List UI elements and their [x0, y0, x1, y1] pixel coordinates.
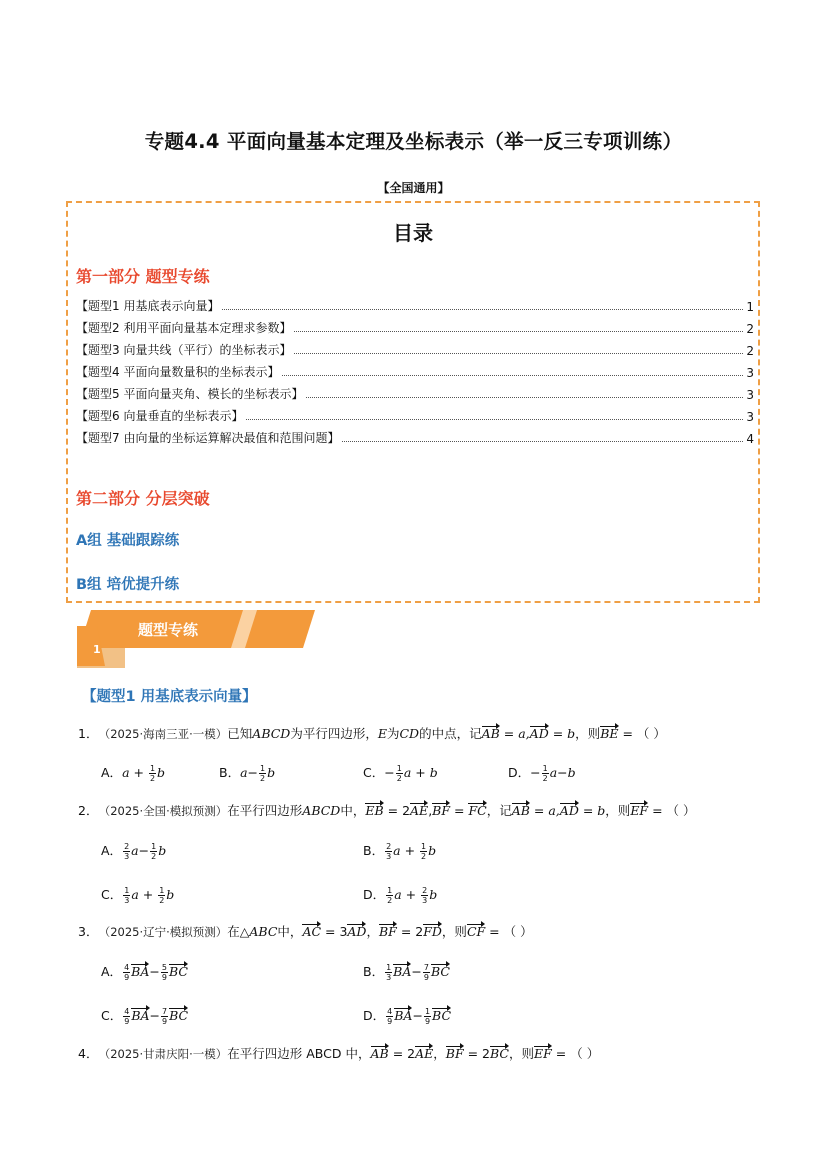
question-source: （2025·全国·模拟预测） [104, 804, 228, 818]
question-number: 3． [78, 924, 99, 939]
option-label: A． [101, 964, 123, 979]
scope-label: 【全国通用】 [377, 181, 450, 195]
option-a[interactable]: A． $\frac{2}{3}$ a− $\frac{1}{2}$ b [101, 842, 167, 861]
math-term: = 2 [388, 1046, 416, 1061]
question-text: = （ ） [551, 1046, 600, 1061]
toc-leader [222, 308, 743, 310]
question-text: 中， [340, 803, 366, 818]
option-c[interactable]: C． $\frac{1}{3}$ a + $\frac{1}{2}$ b [101, 886, 175, 905]
vector-term: AD [559, 803, 579, 818]
vector-term: BF [445, 1046, 464, 1061]
math-term: = 2 [396, 924, 424, 939]
vector-term: BC [432, 1008, 452, 1023]
option-d[interactable]: D． $\frac{4}{9}$ BA− $\frac{1}{9}$ BC [363, 1007, 452, 1026]
toc-leader [282, 374, 743, 376]
option-c[interactable]: C．− $\frac{1}{2}$ a + b [363, 764, 438, 783]
option-label: C． [101, 887, 123, 902]
option-label: B． [363, 964, 385, 979]
math-term: ABC [249, 924, 278, 939]
toc-entry[interactable] [76, 318, 754, 336]
vector-term: BF [378, 924, 397, 939]
option-b[interactable]: B． $\frac{2}{3}$ a + $\frac{1}{2}$ b [363, 842, 437, 861]
vector-term: EB [365, 803, 384, 818]
table-of-contents [66, 201, 760, 603]
option-label: C． [363, 765, 385, 780]
vector-term: AE [410, 803, 429, 818]
vector-term: AB [511, 803, 530, 818]
vector-term: BF [432, 803, 451, 818]
math-term: = a, [499, 726, 530, 741]
math-term: CD [399, 726, 420, 741]
document-title: 专题4.4 平面向量基本定理及坐标表示（举一反三专项训练） [144, 130, 683, 153]
vector-term: CF [466, 924, 486, 939]
toc-entry-label: 【题型6 向量垂直的坐标表示】 [76, 409, 244, 423]
vector-term: AC [302, 924, 322, 939]
vector-term: BA [131, 964, 150, 979]
vector-term: BC [430, 964, 450, 979]
vector-term: AB [370, 1046, 389, 1061]
toc-entry-page: 4 [746, 432, 754, 446]
option-label: D． [363, 1008, 386, 1023]
vector-term: BC [169, 1008, 189, 1023]
question-3 [78, 922, 533, 940]
vector-term: BC [168, 964, 188, 979]
toc-entry[interactable] [76, 384, 754, 402]
question-text: 在平行四边形 ABCD 中， [227, 1046, 371, 1061]
option-a[interactable]: A． $\frac{4}{9}$ BA− $\frac{5}{9}$ BC [101, 963, 188, 982]
toc-leader [294, 352, 743, 354]
section-heading: 【题型1 用基底表示向量】 [82, 689, 257, 705]
toc-leader [342, 440, 743, 442]
option-c[interactable]: C． $\frac{4}{9}$ BA− $\frac{7}{9}$ BC [101, 1007, 189, 1026]
vector-term: FD [423, 924, 442, 939]
toc-entry-label: 【题型7 由向量的坐标运算解决最值和范围问题】 [76, 431, 340, 445]
option-label: C． [101, 1008, 123, 1023]
toc-leader [306, 396, 743, 398]
option-d[interactable]: D． $\frac{1}{2}$ a + $\frac{2}{3}$ b [363, 886, 438, 905]
math-term: = 2 [463, 1046, 490, 1061]
question-text: ，则 [605, 803, 631, 818]
question-text: ， [366, 924, 379, 939]
option-b[interactable]: B． $\frac{1}{3}$ BA− $\frac{7}{9}$ BC [363, 963, 450, 982]
question-2 [78, 801, 696, 819]
toc-entry-label: 【题型2 利用平面向量基本定理求参数】 [76, 321, 292, 335]
question-number: 1． [78, 726, 99, 741]
toc-entry[interactable] [76, 296, 754, 314]
toc-group-b[interactable]: B组 培优提升练 [76, 577, 180, 593]
toc-entry[interactable] [76, 362, 754, 380]
question-number: 4． [78, 1046, 99, 1061]
option-d[interactable]: D．− $\frac{1}{2}$ a−b [508, 764, 576, 783]
toc-entry-label: 【题型5 平面向量夹角、模长的坐标表示】 [76, 387, 304, 401]
option-label: A． [101, 843, 123, 858]
math-term: = 3 [321, 924, 348, 939]
vector-term: AE [415, 1046, 434, 1061]
vector-term: AB [481, 726, 500, 741]
toc-entry[interactable] [76, 406, 754, 424]
option-label: D． [508, 765, 531, 780]
question-number: 2． [78, 803, 99, 818]
question-4 [78, 1044, 599, 1062]
option-label: D． [363, 887, 386, 902]
question-text: 在平行四边形 [227, 803, 303, 818]
vector-term: EF [534, 1046, 552, 1061]
question-source: （2025·海南三亚·一模） [104, 727, 228, 741]
toc-group-a[interactable]: A组 基础跟踪练 [76, 533, 180, 549]
math-term: ABCD [302, 803, 341, 818]
math-term: = b [578, 803, 606, 818]
vector-term: BA [393, 964, 412, 979]
option-label: A． [101, 765, 123, 780]
toc-entry-page: 2 [746, 322, 754, 336]
toc-entry[interactable] [76, 428, 754, 446]
question-text: = （ ） [618, 726, 666, 741]
vector-term: BC [490, 1046, 509, 1061]
toc-part-1[interactable]: 第一部分 题型专练 [76, 267, 210, 286]
toc-entry-page: 3 [746, 388, 754, 402]
math-term: = a, [529, 803, 560, 818]
toc-entry-page: 3 [746, 410, 754, 424]
option-a[interactable]: A．a + $\frac{1}{2}$ b [101, 764, 166, 783]
banner-label: 题型专练 [138, 621, 199, 639]
question-source: （2025·辽宁·模拟预测） [104, 925, 228, 939]
math-term: = 2 [383, 803, 411, 818]
option-b[interactable]: B．a− $\frac{1}{2}$ b [219, 764, 276, 783]
question-text: 为 [386, 726, 400, 741]
vector-term: BA [131, 1008, 150, 1023]
toc-leader [294, 330, 743, 332]
vector-term: AD [347, 924, 367, 939]
toc-part-2[interactable]: 第二部分 分层突破 [76, 489, 210, 508]
math-term: ABCD [252, 726, 291, 741]
question-text: = （ ） [485, 924, 533, 939]
vector-term: BA [394, 1008, 413, 1023]
toc-entry-page: 2 [746, 344, 754, 358]
option-label: B． [363, 843, 385, 858]
question-text: ，则 [575, 726, 601, 741]
question-text: ，记 [486, 803, 512, 818]
question-text: 已知 [227, 726, 253, 741]
question-text: 为平行四边形， [290, 726, 378, 741]
toc-entry-label: 【题型1 用基底表示向量】 [76, 299, 220, 313]
toc-entry-label: 【题型3 向量共线（平行）的坐标表示】 [76, 343, 292, 357]
question-1 [78, 724, 666, 742]
toc-entry[interactable] [76, 340, 754, 358]
question-source: （2025·甘肃庆阳·一模） [104, 1047, 228, 1061]
question-text: 在△ [227, 924, 250, 939]
toc-entry-page: 1 [746, 300, 754, 314]
question-text: = （ ） [648, 803, 696, 818]
option-label: B． [219, 765, 241, 780]
question-text: 中， [277, 924, 303, 939]
question-text: ， [433, 1046, 446, 1061]
question-text: ，则 [508, 1046, 534, 1061]
math-term: = b [548, 726, 576, 741]
toc-heading: 目录 [393, 221, 433, 245]
vector-term: EF [630, 803, 649, 818]
banner-number: 1 [93, 643, 101, 656]
vector-term: BE [600, 726, 619, 741]
math-term: , [428, 803, 433, 818]
question-text: ，则 [441, 924, 467, 939]
math-term: = [450, 803, 469, 818]
toc-entry-label: 【题型4 平面向量数量积的坐标表示】 [76, 365, 280, 379]
vector-term: AD [529, 726, 549, 741]
math-term: E [377, 726, 387, 741]
toc-entry-page: 3 [746, 366, 754, 380]
question-text: 的中点，记 [419, 726, 482, 741]
vector-term: FC [468, 803, 487, 818]
toc-leader [246, 418, 743, 420]
